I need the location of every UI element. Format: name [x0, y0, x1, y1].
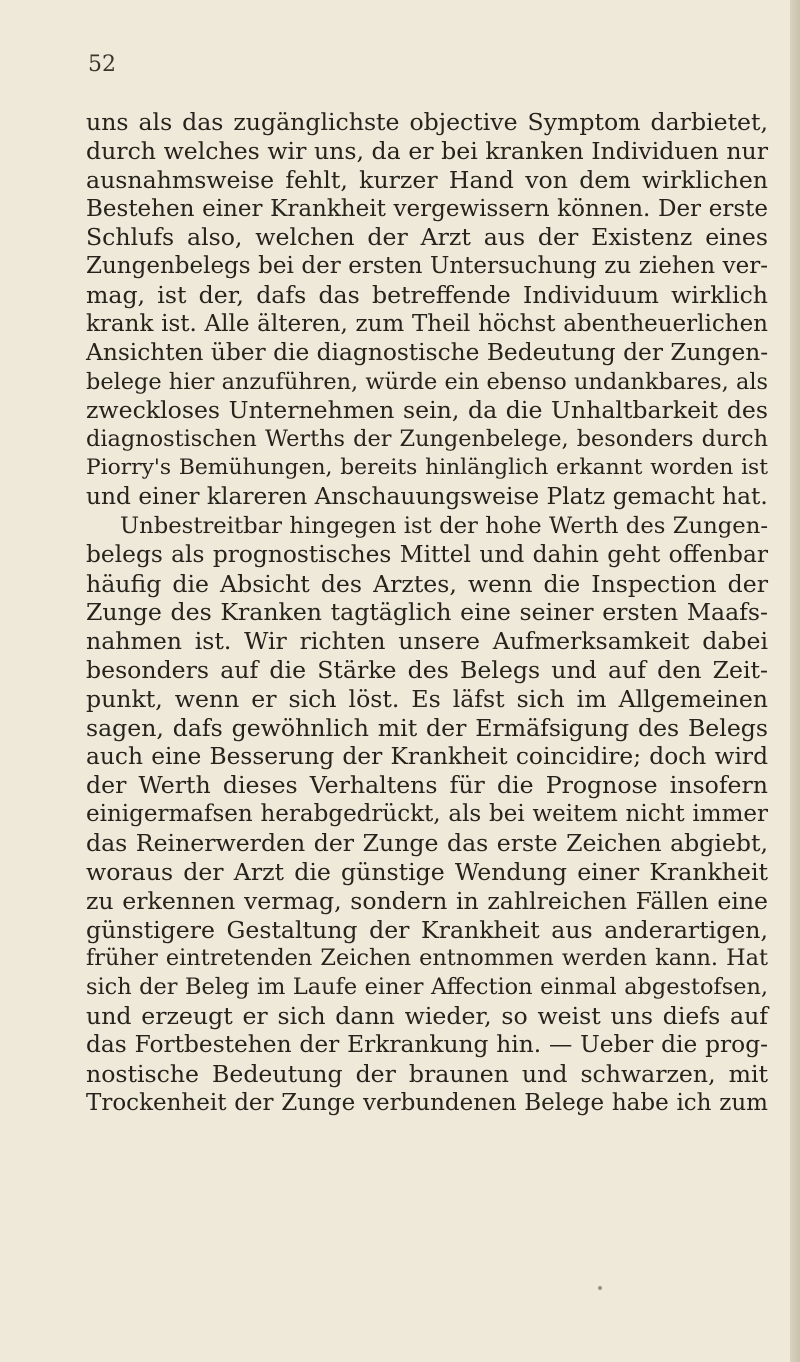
- text-line: häufig die Absicht des Arztes, wenn die Inspection der: [86, 569, 768, 598]
- text-line: Zungenbelegs bei der ersten Untersuchung zu ziehen ver-: [86, 253, 768, 280]
- text-line: das Reinerwerden der Zunge das erste Zeichen abgiebt,: [86, 829, 768, 858]
- text-line: der Werth dieses Verhaltens für die Prognose insofern: [86, 771, 768, 800]
- text-line: krank ist. Alle älteren, zum Theil höchst abentheuerlichen: [86, 310, 768, 337]
- text-line: mag, ist der, dafs das betreffende Individuum wirklich: [86, 281, 768, 310]
- text-line: nahmen ist. Wir richten unsere Aufmerksamkeit dabei: [86, 627, 768, 656]
- text-line: ausnahmsweise fehlt, kurzer Hand von dem wirklichen: [86, 165, 768, 194]
- text-line: durch welches wir uns, da er bei kranken Individuen nur: [86, 136, 768, 165]
- text-line: punkt, wenn er sich löst. Es läfst sich im Allgemeinen: [86, 684, 768, 713]
- text-line: Schlufs also, welchen der Arzt aus der Existenz eines: [86, 223, 768, 252]
- text-line: das Fortbestehen der Erkrankung hin. — Ueber die prog-: [86, 1031, 768, 1058]
- page-number: 52: [88, 52, 116, 77]
- text-line: Bestehen einer Krankheit vergewissern können. Der erste: [86, 195, 768, 222]
- text-line: uns als das zugänglichste objective Symptom darbietet,: [86, 108, 768, 136]
- text-line: und erzeugt er sich dann wieder, so weist uns diefs auf: [86, 1002, 768, 1031]
- text-line: nostische Bedeutung der braunen und schwarzen, mit: [86, 1059, 768, 1088]
- text-line: Ansichten über die diagnostische Bedeutung der Zungen-: [86, 338, 769, 366]
- text-line: belegs als prognostisches Mittel und dahin geht offenbar: [86, 540, 768, 568]
- text-line: Piorry's Bemühungen, bereits hinlänglich erkannt worden ist: [86, 455, 768, 481]
- text-line: zweckloses Unternehmen sein, da die Unhaltbarkeit des: [86, 396, 768, 425]
- text-line: sich der Beleg im Laufe einer Affection einmal abgestofsen,: [86, 974, 768, 1001]
- text-line: diagnostischen Werths der Zungenbelege, besonders durch: [86, 426, 768, 453]
- text-line: Unbestreitbar hingegen ist der hohe Werth des Zungen-: [120, 512, 768, 539]
- text-line: woraus der Arzt die günstige Wendung einer Krankheit: [86, 857, 768, 886]
- body-text: [86, 108, 768, 1118]
- text-line: sagen, dafs gewöhnlich mit der Ermäfsigung des Belegs: [86, 713, 768, 742]
- text-line: früher eintretenden Zeichen entnommen werden kann. Hat: [86, 945, 768, 972]
- text-line: Zunge des Kranken tagtäglich eine seiner ersten Maafs-: [86, 598, 768, 627]
- paper-speck: [598, 1286, 602, 1290]
- text-line: günstigere Gestaltung der Krankheit aus anderartigen,: [86, 915, 768, 944]
- text-line: belege hier anzuführen, würde ein ebenso undankbares, als: [86, 368, 768, 395]
- text-line: auch eine Besserung der Krankheit coincidire; doch wird: [86, 742, 768, 770]
- text-line: zu erkennen vermag, sondern in zahlreichen Fällen eine: [86, 886, 768, 915]
- page-edge: [790, 0, 800, 1362]
- text-line: besonders auf die Stärke des Belegs und auf den Zeit-: [86, 656, 768, 685]
- text-line: einigermafsen herabgedrückt, als bei weitem nicht immer: [86, 801, 768, 828]
- text-line: und einer klareren Anschauungsweise Platz gemacht hat.: [86, 482, 768, 510]
- text-line: Trockenheit der Zunge verbundenen Belege habe ich zum: [86, 1089, 768, 1116]
